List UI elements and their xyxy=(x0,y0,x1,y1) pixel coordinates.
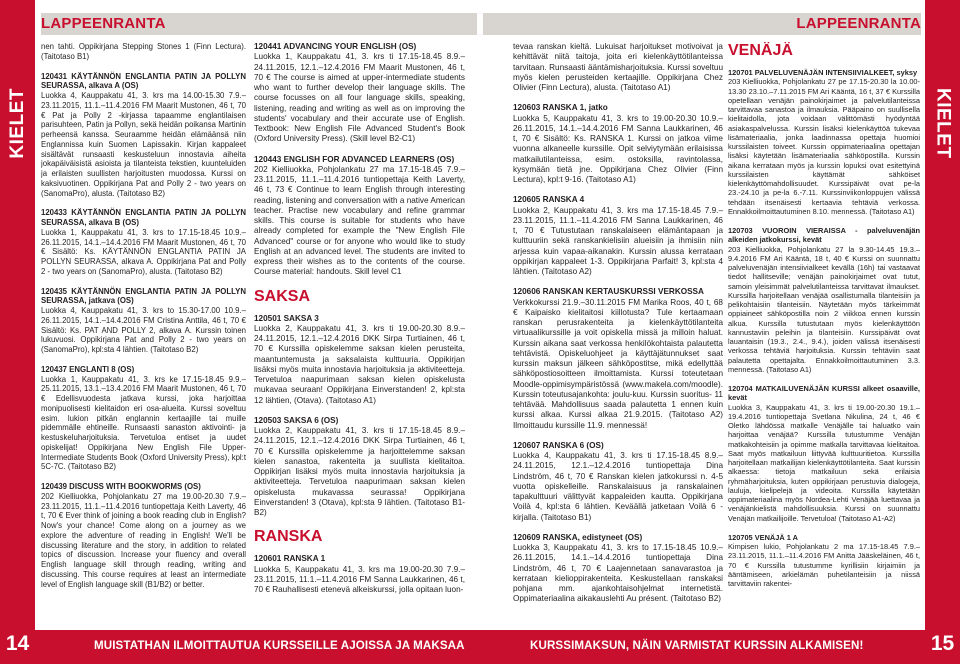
course-title: 120437 ENGLANTI 8 (OS) xyxy=(41,364,135,374)
course-entry xyxy=(41,287,246,355)
course-description: Luokka 4, Kauppakatu 41, 3. krs ti 17.15-18.45 8.9.–24.11.2015, 12.1.–12.4.2016 tuntiopettaja Dina Lindström, 46 t, 70 € Ranskan kielen jatkokurssi n. 4-5 vuotta opiskelleille. Ranskalaisuus ja ranskalainen tapakulttuuri välittyvät kappaleiden kautta. Oppikirjana Voilà 4, kpl:sta 6 lähtien. Keväällä jatketaan Voilà 6 -kirjalla. (Taitotaso B1) xyxy=(513,451,723,522)
header-right-title: LAPPEENRANTA xyxy=(796,15,921,32)
course-entry xyxy=(728,533,920,589)
course-title: 120433 KÄYTÄNNÖN ENGLANTIA PATIN JA POLLYN SEURASSA, alkava B (OS) xyxy=(41,208,246,227)
header-left-title: LAPPEENRANTA xyxy=(41,15,166,32)
course-title: 120503 SAKSA 6 (OS) xyxy=(254,415,339,425)
page-number-left: 14 xyxy=(5,632,30,655)
course-entry xyxy=(41,72,246,199)
course-entry xyxy=(41,208,246,276)
course-description: 203 Kielliuokka, Pohjolankatu 27 pe 17.15-20.30 la 10.00-13.30 23.10.–7.11.2015 FM Ari Kääntä, 16 t, 37 € Kurssilla opetellaan venäjän painokirjaimet ja palvelutilanteissa tarvittavaa sanastoa ja ilmauksia. Pääpaino on suullisella kielitaidolla, jota voidaan välittömästi hyödyntää asiakaspalvelussa. Kurssin lisäksi kielenkäyttöä tukevaa lisämateriaalia, jonka laadinnassa opettaja huomioi kurssilaisten toiveet. Kurssin oppimateriaalina opettajan lisäksi käytetään lisämateriaalia sähköpostilla. Kurssin aikana kerrataan myös ja kurssin lopuksi ovat esitettyinä kurssilaisten käyttämät sähköiset kielenkäyttömahdollisuudet. Kurssipäivät ovat pe-la 23.-24.10 ja pe-la 6.-7.11. Kurssinviikonloppujen välissä tehdään itsenäisesti kertaavia tehtäviä verkossa. Ennakkoilmoittautuminen 8.10. mennessä. (Taitotaso A1) xyxy=(728,77,920,216)
side-tab-right-label: KIELET xyxy=(932,88,954,159)
side-tab-left-label: KIELET xyxy=(6,88,28,159)
side-tab-right xyxy=(925,0,960,630)
course-description: 202 Kielliuokka, Pohjolankatu 27 ma 19.00-20.30 7.9.–23.11.2015, 11.1.–11.4.2016 tuntiopettaja Keith Laverty, 46 t, 70 € Ever think of joining a book reading club in English? Now's your chance! Come along on a journey as we explore the adventure of reading in English! We'll be discussing literature and the story, in addition to related topics of discussion. Increase your fluency and overall English language skill through reading, writing and discussing. This course requires at least an intermediate level of English language skill (B1/B2) or better. xyxy=(41,491,246,589)
course-title: 120435 KÄYTÄNNÖN ENGLANTIA PATIN JA POLLYN SEURASSA, jatkava (OS) xyxy=(41,286,246,306)
footer-banner xyxy=(0,630,960,664)
course-description: Luokka 1, Kauppakatu 41, 3. krs ke 17.15-18.45 9.9.–25.11.2015, 13.1.–13.4.2016 FM Maarit Mustonen, 46 t, 70 € Edellisvuodesta jatkava kurssi, joka harjoittaa monipuolisesti kielitaidon eri osa-alueita. Kurssi soveltuu esim. lukion pitkän englannin kertaajille tai muille pidemmälle ehtineille. Runsaasti sanaston aktivointi- ja kestuskeluharjoituksia. Tervetuloa entiset ja uudet opiskelijat! Oppikirjana New English File Upper-Intermediate Students Book (Oxford University Press), kpl:t 5C-7C. (Taitotaso B2) xyxy=(41,374,246,472)
column-1 xyxy=(41,42,246,599)
course-description: 202 Kielliuokka, Pohjolankatu 27 ma 17.15-18.45 7.9.–23.11.2015, 11.1.–11.4.2016 tuntiopettaja Keith Laverty, 46 t, 73 € Continue to learn English through interesting reading, listening and conversation with a native American teacher. Practise new vocabulary and refine grammar skills. This course is suitable for students who have already completed for example the "New English File Advanced" course or for anyone who would like to study English at an advanced level. The students are invited to express their wishes as to the contents of the course. Course material: handouts. Skill level C1 xyxy=(254,164,465,277)
course-entry xyxy=(41,42,246,62)
course-entry xyxy=(41,482,246,589)
footer-text-right: KURSSIMAKSUN, NÄIN VARMISTAT KURSSIN ALKAMISEN! xyxy=(530,639,864,652)
course-entry xyxy=(513,441,723,523)
course-entry xyxy=(728,68,920,216)
course-title: 120431 KÄYTÄNNÖN ENGLANTIA PATIN JA POLLYN SEURASSA, alkava A (OS) xyxy=(41,71,246,91)
footer-text-left: MUISTATHAN ILMOITTAUTUA KURSSEILLE AJOISSA JA MAKSAA xyxy=(94,639,465,652)
course-description: Luokka 2, Kauppakatu 41, 3. krs ti 19.00-20.30 8.9.–24.11.2015, 12.1.–12.4.2016 DKK Sirpa Turtiainen, 46 t, 70 € Kurssilla opiskelemme saksan kielen perusteita, maantuntemusta ja saksalaista kulttuuria. Oppikirjan lisäksi myös muita innostavia harjoituksia ja aktiviteetteja. Tervetuloa naapurimaan saksan kielen opiskelusta mukavaa seuraan! Oppikirjana Einverstanden! 2, kpl:sta 12 lähtien, (Otava). (Taitotaso A1) xyxy=(254,323,465,405)
course-entry xyxy=(513,287,723,431)
course-title: 120501 SAKSA 3 xyxy=(254,313,319,323)
course-title: 120601 RANSKA 1 xyxy=(254,554,326,564)
course-entry xyxy=(254,416,465,519)
course-entry xyxy=(728,384,920,523)
course-entry xyxy=(254,554,465,595)
course-title: 120703 VUOROIN VIERAISSA - palveluvenäjän alkeiden jatkokurssi, kevät xyxy=(728,226,920,245)
course-entry xyxy=(513,533,723,605)
course-entry xyxy=(254,155,465,278)
course-entry xyxy=(513,195,723,277)
course-description: Verkkokurssi 21.9.–30.11.2015 FM Marika Roos, 40 t, 68 € Kaipaisko kielitaitosi kiillotusta? Tule kertaamaan ranskan perusrakenteita ja kielenkäyttötilanteita virtuaalikurssille ja voit opiskella missä ja milloin haluat. Kurssin aikana saat verkossa henkilökohtaista palautetta tehtävistä. Opiskeluohjeet ja käyttäjätunnukset saat kurssin maksun jälkeen sähköpostitse, mikä edellyttää sähköpostiosoitteen ilmoittamista. Kurssi toteutetaan Moodle-oppimisympäristössä (www.makela.com/moodle). Kurssin toteutusajankohta: joulu-kuu. Kurssin suoritus- 11 tehtävää. Mahdollisuus saada palautetta 1 ennen kuin kurssi alkaa. Kurssi alkaa 21.9.2015. (Taitotaso A2) Ilmoittaudu kurssille 11.9. mennessä! xyxy=(513,297,723,430)
course-description: Luokka 3, Kauppakatu 41, 3. krs to 17.15-18.45 10.9.–26.11.2015, 14.1.–14.4.2016 tuntiopettaja Dina Lindström, 46 t, 70 € Laajennetaan sanavarastoa ja kerrataan kielioppirakenteita. Keskustellaan ranskaksi pohjana mm. ajankohtaisohjelmat internetistä. Oppimateriaalina aikakauslehti Au présent. (Taitotaso B2) xyxy=(513,543,723,604)
course-title: 120607 RANSKA 6 (OS) xyxy=(513,440,604,450)
course-title: 120705 VENÄJÄ 1 A xyxy=(728,532,798,542)
course-title: 120441 ADVANCING YOUR ENGLISH (OS) xyxy=(254,42,417,51)
course-entry xyxy=(41,365,246,472)
course-entry xyxy=(513,42,723,93)
header-right xyxy=(483,13,921,35)
course-description: nen tahti. Oppikirjana Stepping Stones 1 (Finn Lectura). (Taitotaso B1) xyxy=(41,42,246,61)
course-description: Luokka 5, Kauppakatu 41, 3. krs to 19.00-20.30 10.9.–26.11.2015, 14.1.–14.4.2016 FM Sanna Laukkarinen, 46 t, 70 € Sisältö: Ks. RANSKA 1. Kurssi on jatkoa viime vuonna alkaneelle kurssille. Opit selviytymään erilaisissa matkailutilanteissa, esim. ostoksilla, ravintolassa, kysymään tietä jne. Oppikirjana Chez Olivier (Finn Lectura), kpl:t 9-16. (Taitotaso A1) xyxy=(513,113,723,184)
course-entry xyxy=(513,103,723,185)
column-4 xyxy=(728,42,920,598)
section-heading: RANSKA xyxy=(254,528,323,546)
course-description: Luokka 2, Kauppakatu 41, 3. krs ma 17.15-18.45 7.9.–23.11.2015, 11.1.–11.4.2016 FM Sanna Laukkarinen, 46 t, 70 € Tutustutaan ranskalaiseen elämäntapaan ja kulttuuriin sekä ranskankielisiin alueisiin ja ihmisiin niin arjessa kuin vapaa-aikanakin. Kurssin alussa kerrataan oppikirjan kappaleet 1-3. Oppikirjana Parfait! 3, kpl:sta 4 lähtien. (Taitotaso A2) xyxy=(513,205,723,276)
course-title: 120609 RANSKA, edistyneet (OS) xyxy=(513,532,643,542)
course-description: 203 Kielliuokka, Pohjolankatu 27 la 9.30-14.45 19.3.–9.4.2016 FM Ari Kääntä, 18 t, 40 € Kurssi on suunnattu palveluvenäjän intensiivialkeet kevällä (16h) tai vastaavat tiedot hallitseville; venäjän painokirjaimet ovat tutut, samoin yleisimmät palvelutilanteissa tarvittavat ilmaukset. Kurssilla harjoitellaan venäjää osallistumalla tilanteisiin ja pelikohtaisiin tilanteisiin. Näytetään myös tärkeimmät oppiaineet sähköpostilla noin 2 viikkoa ennen kurssin alkua. Kurssilla tutustutaan myös kielenkäyttöön kannustaviin peleihin ja tilanteisiin. Kurssipäivät ovat lauantaisin (19.3., 2.4., 9.4.), joiden välissä itsenäisesti verkossa tehtäviä harjoituksia. Kurssin tehtäviin saat palautetta opettajalta. Ennakkoilmoittautuminen 3.3. mennessä. (Taitotaso A1) xyxy=(728,244,920,374)
course-entry xyxy=(254,314,465,406)
course-description: Luokka 1, Kauppakatu 41, 3. krs ti 17.15-18.45 8.9.–24.11.2015, 12.1.–12.4.2016 FM Maarit Mustonen, 46 t, 70 € The course is aimed at upper-intermediate students who want to further develop their language skills. The course focusses on all four language skills, speaking, listening, reading and writing as well as on improving the students' vocabulary and their accurate use of English. Textbook: New English File Advanced Student's Book (Oxford University Press). (Skill level B2-C1) xyxy=(254,52,465,144)
course-title: 120701 PALVELUVENÄJÄN INTENSIIVIALKEET, syksy xyxy=(728,68,918,77)
column-2 xyxy=(254,42,465,605)
header-left xyxy=(41,13,477,35)
course-title: 120605 RANSKA 4 xyxy=(513,195,585,205)
page-number-right: 15 xyxy=(930,632,955,655)
course-description: Luokka 5, Kauppakatu 41, 3. krs ma 19.00-20.30 7.9.–23.11.2015, 11.1.–11.4.2016 FM Sanna Laukkarinen, 46 t, 70 € Rauhallisesti etenevä alkeiskurssi, jolla opitaan luon- xyxy=(254,564,465,594)
course-description: Luokka 2, Kauppakatu 41, 3. krs ti 17.15-18.45 8.9.–24.11.2015, 12.1.–12.4.2016 DKK Sirpa Turtiainen, 46 t, 70 € Kurssilla opiskelemme ja harjoittelemme saksan kielen sanastoa, rakenteita ja suullista kielitaitoa. Oppikirjan lisäksi myös muita innostavia harjoituksia ja aktiviteetteja. Tervetuloa naapurimaan saksan kielen opiskelusta mukavassa seurassa! Oppikirjana Einverstanden! 3 (Otava), kpl:sta 9 lähtien. (Taitotaso B1-B2) xyxy=(254,426,465,517)
column-3 xyxy=(513,42,723,615)
course-title: 120603 RANSKA 1, jatko xyxy=(513,103,608,113)
course-title: 120606 RANSKAN KERTAUSKURSSI VERKOSSA xyxy=(513,287,704,297)
section-heading: SAKSA xyxy=(254,287,311,305)
course-title: 120439 DISCUSS WITH BOOKWORMS (OS) xyxy=(41,482,201,491)
course-entry xyxy=(728,226,920,374)
course-title: 120443 ENGLISH FOR ADVANCED LEARNERS (OS) xyxy=(254,154,455,164)
course-description: Luokka 4, Kauppakatu 41, 3. krs ma 14.00-15.30 7.9.–23.11.2015, 11.1.–11.4.2016 FM Maarit Mustonen, 46 t, 70 € Pat ja Polly 2 -kirjassa tapaamme englantilaisen parisuhteen, Patin ja Pollyn, sekä heidän poikansa Martinin perheensä kanssa. Seuraamme heidän elämäänsä niin Englannissa kuin Suomen Lapissakin. Kirjan kappaleet sisältävät runsaasti keskusteluun innostavia aiheita jokapäiväisistä asioista ja tilanteista tekstien, kuunteluiden ja erilaisten suullisten harjoitusten muodossa. Kurssi on kaksivuotinen. Oppikirjana Pat and Polly 2 - two years on (SanomaPro), alusta. (Taitotaso B2) xyxy=(41,91,246,198)
course-description: Luokka 3, Kauppakatu 41, 3. krs ti 19.00-20.30 19.1.–19.4.2016 tuntiopettaja Svetlana Nikulina, 24 t, 46 € Oletko lähdössä matkalle Venäjälle tai haluatko vain harjoittaa venäjää? Kurssilla tutustumme Venäjän matkakohteisiin ja opimme matkalla tarvittavaa kielitaitoa. Saat myös matkailuun liittyvää kulttuuritietoa. Kurssilla harjoitellaan matkailijan kielenkäyttötilanteita. Saat kurssin alkaessa: tietoja matkailuun sekä erilaisia ryhmäharjoituksia, kuten oppikirjaan perustuvia dialogeja, lauluja, kielipelejä ja videoita. Kurssilla käytetään oppimateriaalina myös Nordea-Lehti Venäjää luettavaa ja venäjänkielistä mahdollisuuksia. Kurssi on suunnattu Venäjän matkailijoille. Tervetuloa! (Taitotaso A1-A2) xyxy=(728,402,920,523)
course-entry xyxy=(254,42,465,145)
section-heading: VENÄJÄ xyxy=(728,42,793,59)
side-tab-left xyxy=(0,0,35,630)
course-title: 120704 MATKAILUVENÄJÄN KURSSI alkeet osaaville, kevät xyxy=(728,384,920,403)
course-description: Luokka 1, Kauppakatu 41, 3. krs to 17.15-18.45 10.9.–26.11.2015, 14.1.–14.4.2016 FM Maarit Mustonen, 46 t, 70 € Sisältö: Ks. KÄYTÄNNÖN ENGLANTIA PATIN JA POLLYN SEURASSA, alkava A. Oppikirjana Pat and Polly 2 - two years on (SanomaPro), alusta. (Taitotaso B2) xyxy=(41,227,246,276)
course-description: Kimpisen lukio, Pohjolankatu 2 ma 17.15-18.45 7.9.–23.11.2015, 11.1.–11.4.2016 FM Anitta Jääskeläinen, 46 t, 70 € Kurssilla tutustumme kyrillisiin kirjaimiin ja ääntämiseen, arkielämän puhetilanteisiin ja niissä tarvittaviin rakentei- xyxy=(728,542,920,588)
course-description: tevaa ranskan kieltä. Lukuisat harjoitukset motivoivat ja kehittävät niitä taitoja, joita eri kielenkäyttötilanteissa tarvitaan. Runsaasti ääntämisharjoituksia. Kurssi soveltuu myös kielen perusteiden kertaajille. Oppikirjana Chez Olivier (Finn Lectura), alusta. (Taitotaso A1) xyxy=(513,42,723,92)
course-description: Luokka 4, Kauppakatu 41, 3. krs to 15.30-17.00 10.9.–26.11.2015, 14.1.–14.4.2016 FM Cristina Anttila, 46 t, 70 € Sisältö: Ks. PAT AND POLLY 2, alkava A. Kurssin toinen lukuvuosi. Oppikirjana Pat and Polly 2 - two years on (SanomaPro), kpl:sta 4 lähtien. (Taitotaso B2) xyxy=(41,306,246,354)
